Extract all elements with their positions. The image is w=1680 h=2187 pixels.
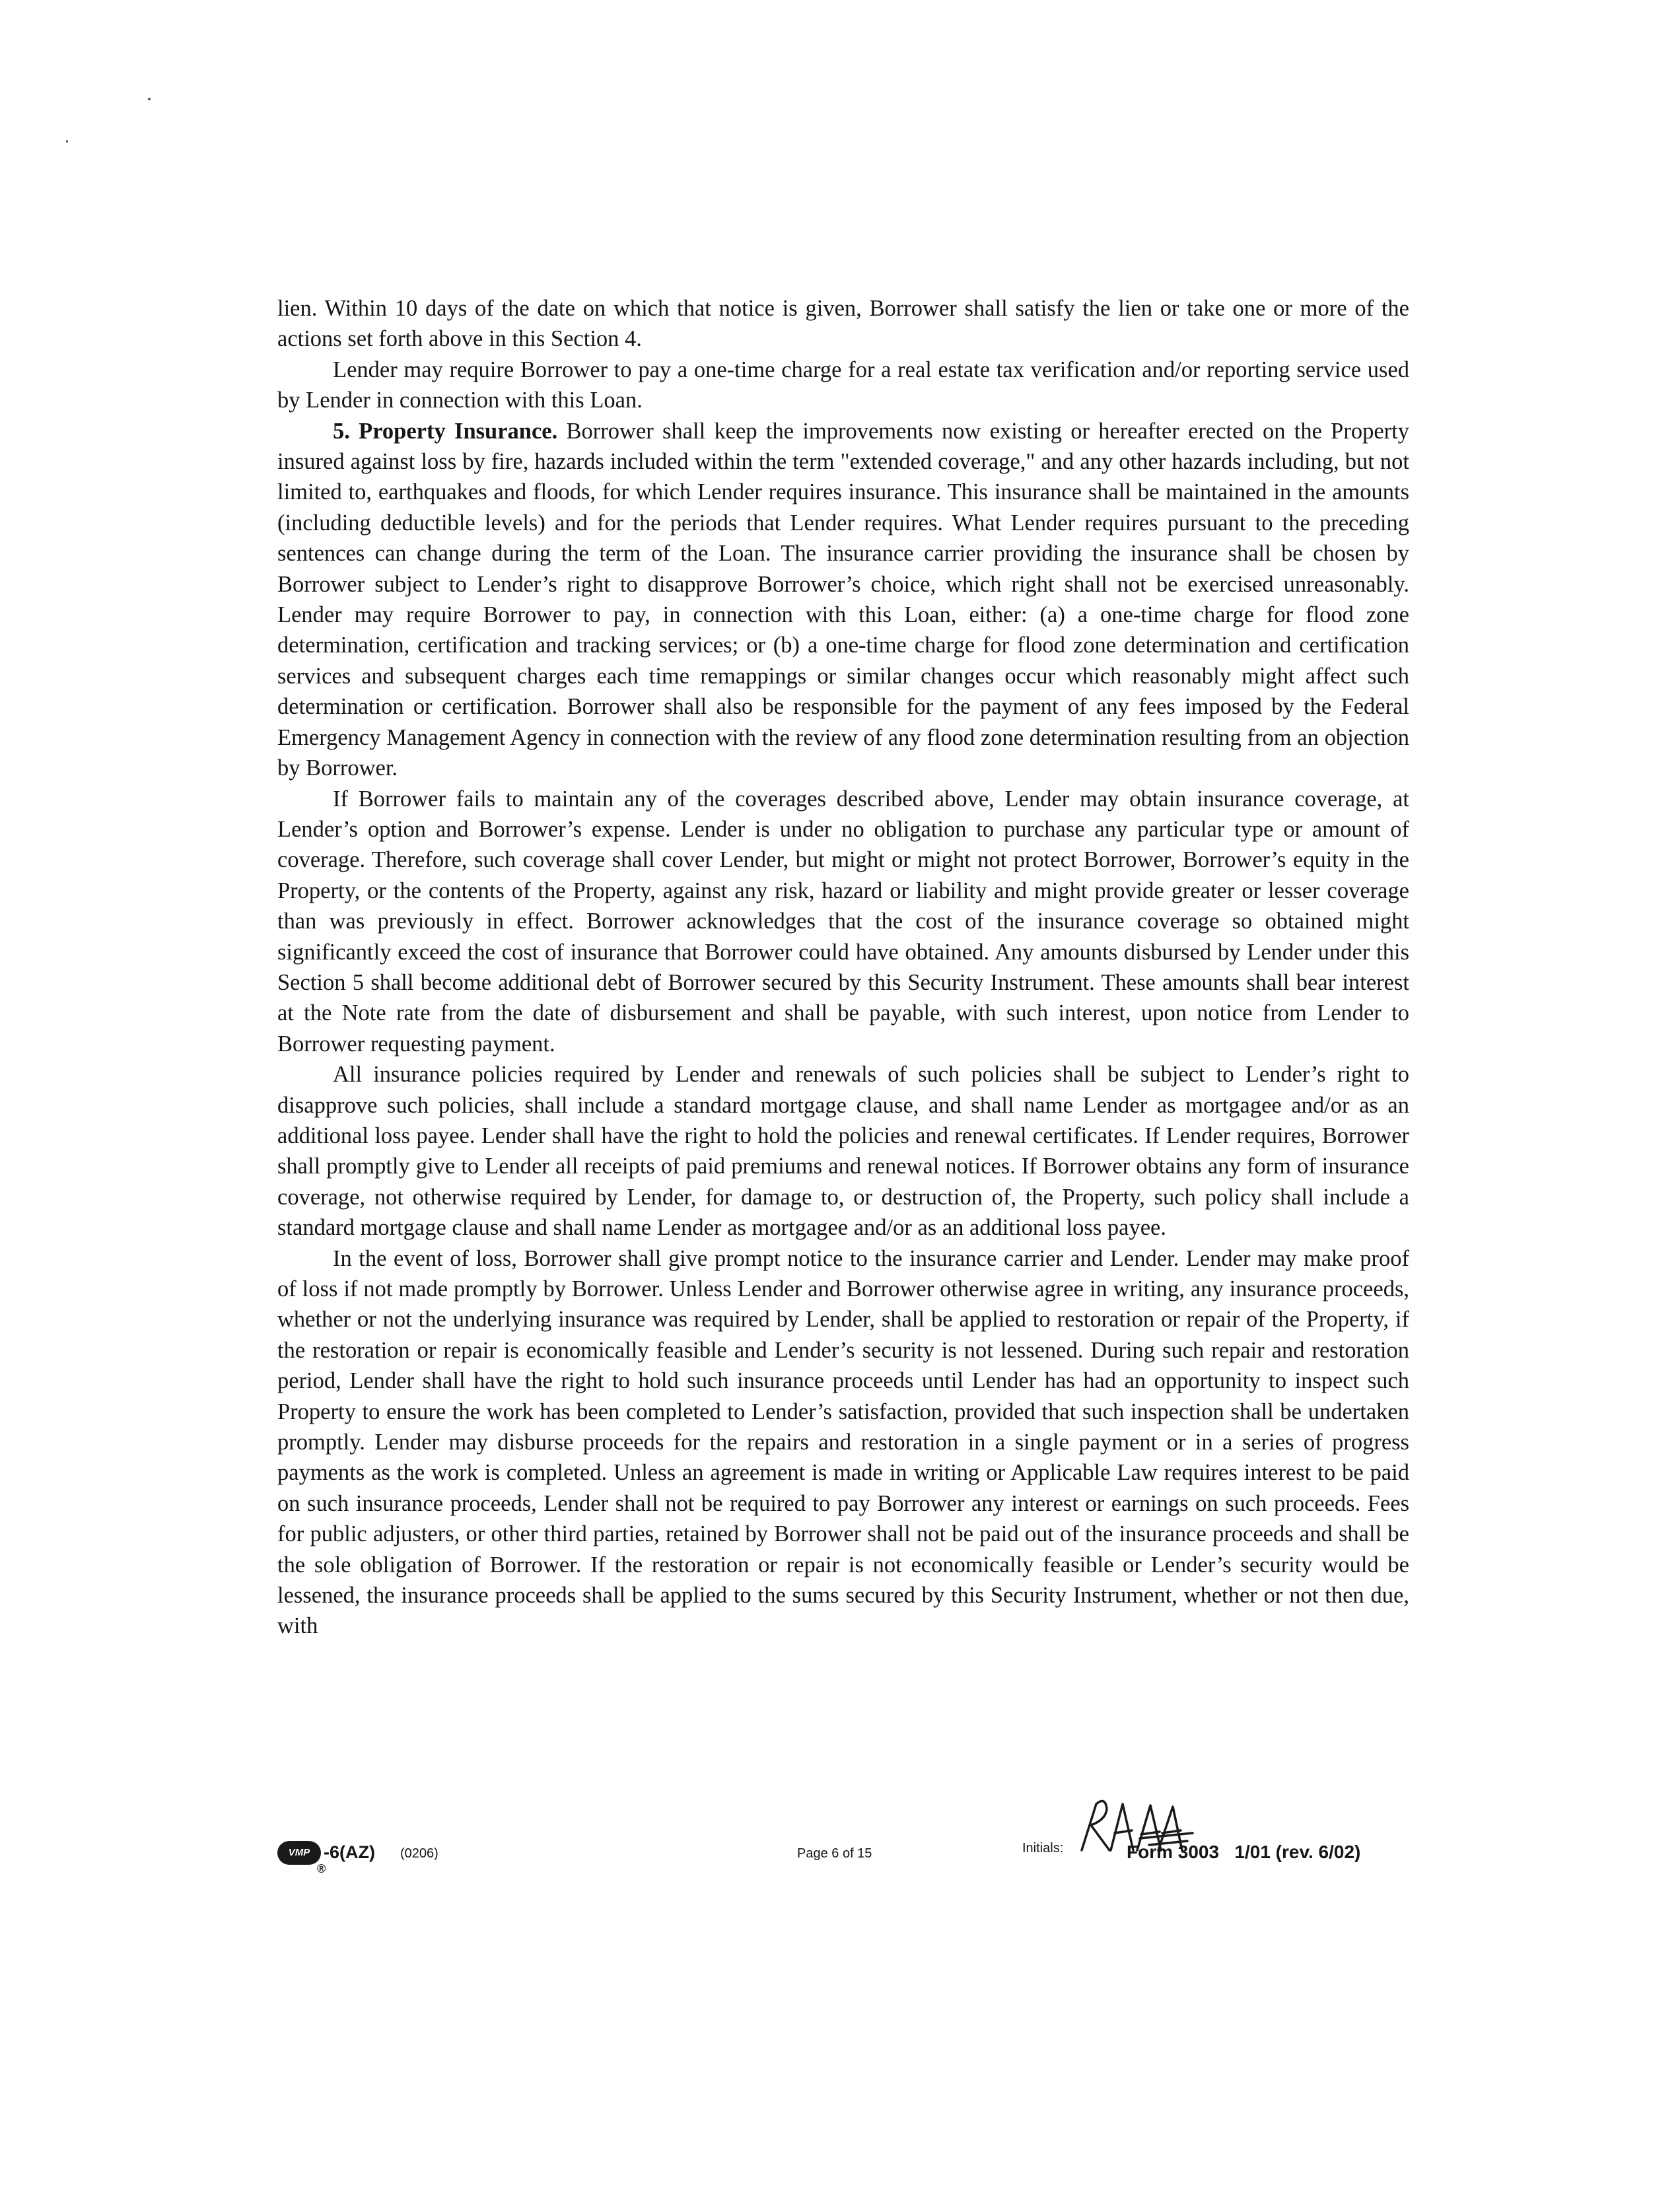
paragraph: [277, 1243, 1409, 1642]
form-date-code: (0206): [400, 1846, 438, 1861]
paragraph: [277, 784, 1409, 1060]
paragraph-text: lien. Within 10 days of the date on which that notice is given, Borrower shall satisfy the lien or take one or more of the actions set forth above in this Section 4.: [277, 296, 1409, 352]
form-code: -6(AZ): [324, 1842, 375, 1862]
paragraph-text: In the event of loss, Borrower shall give prompt notice to the insurance carrier and Lender. Lender may make proof of loss if not made promptly by Borrower. Unless Lender and Borrower otherwise agree in writing, any insurance proceeds, whether or not the underlying insurance was required by Lender, shall be applied to restoration or repair of the Property, if the restoration or repair is economically feasible and Lender’s security is not lessened. During such repair and restoration period, Lender shall have the right to hold such insurance proceeds until Lender has had an opportunity to inspect such Property to ensure the work has been completed to Lender’s satisfaction, provided that such inspection shall be undertaken promptly. Lender may disburse proceeds for the repairs and restoration in a single payment or in a series of progress payments as the work is completed. Unless an agreement is made in writing or Applicable Law requires interest to be paid on such insurance proceeds, Lender shall not be required to pay Borrower any interest or earnings on such proceeds. Fees for public adjusters, or other third parties, retained by Borrower shall not be paid out of the insurance proceeds and shall be the sole obligation of Borrower. If the restoration or repair is not economically feasible or Lender’s security would be lessened, the insurance proceeds shall be applied to the sums secured by this Security Instrument, whether or not then due, with: [277, 1245, 1409, 1639]
scan-speck: [148, 98, 151, 100]
paragraph-text: If Borrower fails to maintain any of the coverages described above, Lender may obtain insurance coverage, at Lender’s option and Borrower’s expense. Lender is under no obligation to purchase any particular type or amount of coverage. Therefore, such coverage shall cover Lender, but might or might not protect Borrower, Borrower’s equity in the Property, or the contents of the Property, against any risk, hazard or liability and might provide greater or lesser coverage than was previously in effect. Borrower acknowledges that the cost of the insurance coverage so obtained might significantly exceed the cost of insurance that Borrower could have obtained. Any amounts disbursed by Lender under this Section 5 shall become additional debt of Borrower secured by this Security Instrument. These amounts shall bear interest at the Note rate from the date of disbursement and shall be payable, with such interest, upon notice from Lender to Borrower requesting payment.: [277, 786, 1409, 1057]
paragraph-text: Lender may require Borrower to pay a one-time charge for a real estate tax verification and/or reporting service used by Lender in connection with this Loan.: [277, 357, 1409, 413]
scan-speck: [66, 140, 68, 143]
page-number: Page 6 of 15: [797, 1846, 872, 1861]
paragraph: [277, 355, 1409, 416]
document-body: [277, 293, 1409, 1642]
registered-mark: ®: [317, 1862, 326, 1875]
page-footer: [0, 1783, 1680, 1875]
paragraph: [277, 1059, 1409, 1243]
paragraph-text: All insurance policies required by Lender and renewals of such policies shall be subject to Lender’s right to disapprove such policies, shall include a standard mortgage clause, and shall name Lender as mortgagee and/or as an additional loss payee. Lender shall have the right to hold the policies and renewal certificates. If Lender requires, Borrower shall promptly give to Lender all receipts of paid premiums and renewal notices. If Borrower obtains any form of insurance coverage, not otherwise required by Lender, for damage to, or destruction of, the Property, such policy shall include a standard mortgage clause and shall name Lender as mortgagee and/or as an additional loss payee.: [277, 1062, 1409, 1241]
paragraph: [277, 293, 1409, 355]
section-heading-property-insurance: 5. Property Insurance.: [333, 418, 558, 444]
paragraph: [277, 416, 1409, 784]
form-identifier: Form 3003 1/01 (rev. 6/02): [1127, 1842, 1361, 1862]
vmp-logo: VMP: [277, 1841, 321, 1865]
paragraph-text: Borrower shall keep the improvements now existing or hereafter erected on the Property insured against loss by fire, hazards included within the term "extended coverage," and any other hazards including, but not limited to, earthquakes and floods, for which Lender requires insurance. This insurance shall be maintained in the amounts (including deductible levels) and for the periods that Lender requires. What Lender requires pursuant to the preceding sentences can change during the term of the Loan. The insurance carrier providing the insurance shall be chosen by Borrower subject to Lender’s right to disapprove Borrower’s choice, which right shall not be exercised unreasonably. Lender may require Borrower to pay, in connection with this Loan, either: (a) a one-time charge for flood zone determination, certification and tracking services; or (b) a one-time charge for flood zone determination and certification services and subsequent charges each time remappings or similar changes occur which reasonably might affect such determination or certification. Borrower shall also be responsible for the payment of any fees imposed by the Federal Emergency Management Agency in connection with the review of any flood zone determination resulting from an objection by Borrower.: [277, 418, 1409, 781]
initials-label: Initials:: [1022, 1841, 1064, 1856]
